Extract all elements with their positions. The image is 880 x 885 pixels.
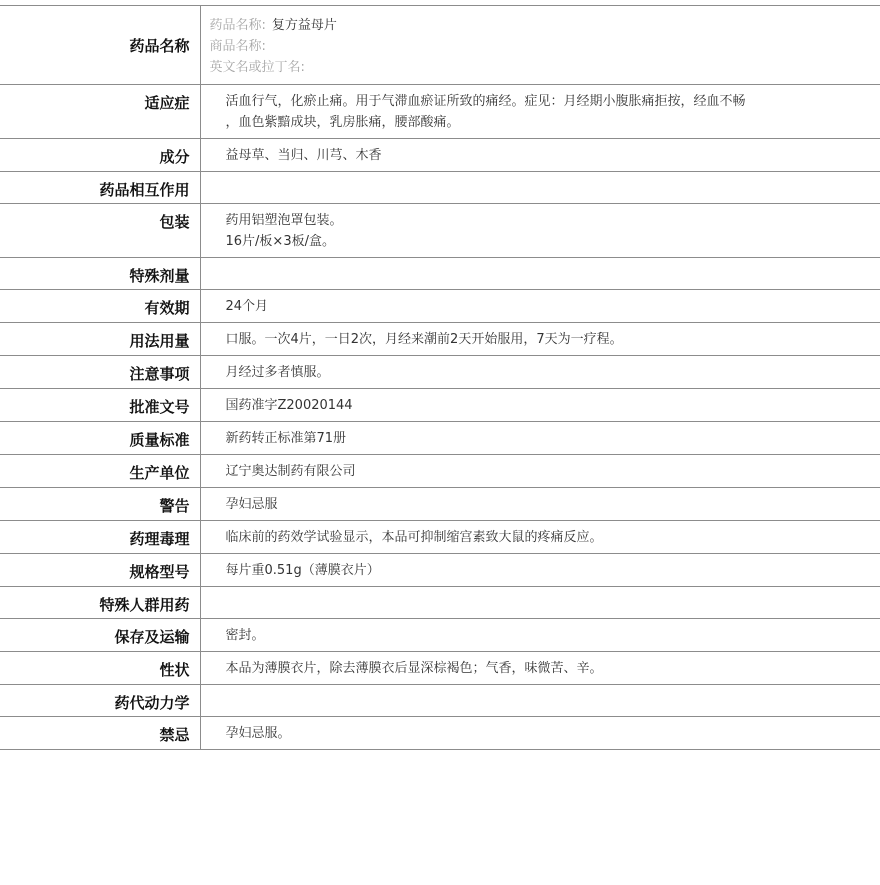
row-value <box>200 619 880 652</box>
table-row <box>0 323 880 356</box>
row-label: 保存及运输 <box>0 619 200 652</box>
row-label: 警告 <box>0 488 200 521</box>
row-value <box>200 554 880 587</box>
row-value <box>200 685 880 717</box>
row-value-line: 益母草、当归、川芎、木香 <box>225 148 382 163</box>
drug-info-sheet <box>0 5 880 750</box>
table-row <box>0 290 880 323</box>
row-value-line: 辽宁奥达制药有限公司 <box>225 464 356 479</box>
table-row <box>0 422 880 455</box>
row-label: 成分 <box>0 139 200 172</box>
row-value-line: 每片重0.51g（薄膜衣片） <box>225 563 380 578</box>
row-label: 药代动力学 <box>0 685 200 717</box>
table-row-drug-name <box>0 6 880 85</box>
table-row <box>0 488 880 521</box>
table-row <box>0 619 880 652</box>
row-value-line: 国药准字Z20020144 <box>225 398 353 413</box>
row-value-line: 孕妇忌服 <box>225 497 278 512</box>
row-label: 包装 <box>0 204 200 258</box>
row-value <box>200 85 880 139</box>
row-label: 生产单位 <box>0 455 200 488</box>
row-value-line: 24个月 <box>225 299 269 314</box>
trade-name-line <box>210 36 871 57</box>
row-value <box>200 717 880 750</box>
row-label: 批准文号 <box>0 389 200 422</box>
row-label: 有效期 <box>0 290 200 323</box>
row-label: 药品相互作用 <box>0 172 200 204</box>
row-value <box>200 521 880 554</box>
row-value <box>200 422 880 455</box>
table-row <box>0 139 880 172</box>
generic-name-line <box>210 15 871 36</box>
row-label: 禁忌 <box>0 717 200 750</box>
row-value-line: 临床前的药效学试验显示，本品可抑制缩宫素致大鼠的疼痛反应。 <box>225 530 603 545</box>
row-value <box>200 172 880 204</box>
row-label: 适应症 <box>0 85 200 139</box>
table-row <box>0 685 880 717</box>
row-value <box>200 139 880 172</box>
table-row <box>0 258 880 290</box>
row-value-line: 活血行气，化瘀止痛。用于气滞血瘀证所致的痛经。症见：月经期小腹胀痛拒按，经血不畅 <box>225 94 746 109</box>
row-value <box>200 488 880 521</box>
row-value <box>200 587 880 619</box>
table-row <box>0 554 880 587</box>
row-label: 质量标准 <box>0 422 200 455</box>
row-value <box>200 652 880 685</box>
english-name-label: 英文名或拉丁名: <box>209 60 305 75</box>
row-label-drug-name: 药品名称 <box>0 6 200 85</box>
table-row <box>0 587 880 619</box>
row-label: 用法用量 <box>0 323 200 356</box>
row-label: 注意事项 <box>0 356 200 389</box>
drug-name-cell <box>200 6 880 85</box>
row-value <box>200 204 880 258</box>
table-row <box>0 204 880 258</box>
english-name-line <box>210 57 871 78</box>
table-row <box>0 652 880 685</box>
row-value-line: 新药转正标准第71册 <box>225 431 347 446</box>
table-row <box>0 172 880 204</box>
row-value <box>200 290 880 323</box>
row-value-line: 药用铝塑泡罩包装。 <box>225 213 343 228</box>
row-value <box>200 258 880 290</box>
drug-info-table-body <box>0 6 880 750</box>
row-label: 性状 <box>0 652 200 685</box>
table-row <box>0 356 880 389</box>
table-row <box>0 521 880 554</box>
row-value-line: 月经过多者慎服。 <box>225 365 330 380</box>
row-value <box>200 389 880 422</box>
row-label: 规格型号 <box>0 554 200 587</box>
row-value-line: 孕妇忌服。 <box>225 726 291 741</box>
row-value-line: 16片/板×3板/盒。 <box>225 234 335 249</box>
row-value-line: 本品为薄膜衣片，除去薄膜衣后显深棕褐色；气香，味微苦、辛。 <box>225 661 603 676</box>
row-value-line: 口服。一次4片，一日2次，月经来潮前2天开始服用，7天为一疗程。 <box>225 332 623 347</box>
generic-name-value: 复方益母片 <box>271 18 337 33</box>
row-value-line: 密封。 <box>225 628 265 643</box>
row-value <box>200 455 880 488</box>
row-label: 特殊剂量 <box>0 258 200 290</box>
row-value <box>200 356 880 389</box>
table-row <box>0 717 880 750</box>
row-value-line: ，血色紫黯成块，乳房胀痛，腰部酸痛。 <box>225 115 460 130</box>
drug-info-table <box>0 5 880 750</box>
table-row <box>0 85 880 139</box>
table-row <box>0 389 880 422</box>
generic-name-label: 药品名称: <box>209 18 266 33</box>
row-label: 特殊人群用药 <box>0 587 200 619</box>
trade-name-label: 商品名称: <box>209 39 266 54</box>
table-row <box>0 455 880 488</box>
row-label: 药理毒理 <box>0 521 200 554</box>
row-value <box>200 323 880 356</box>
